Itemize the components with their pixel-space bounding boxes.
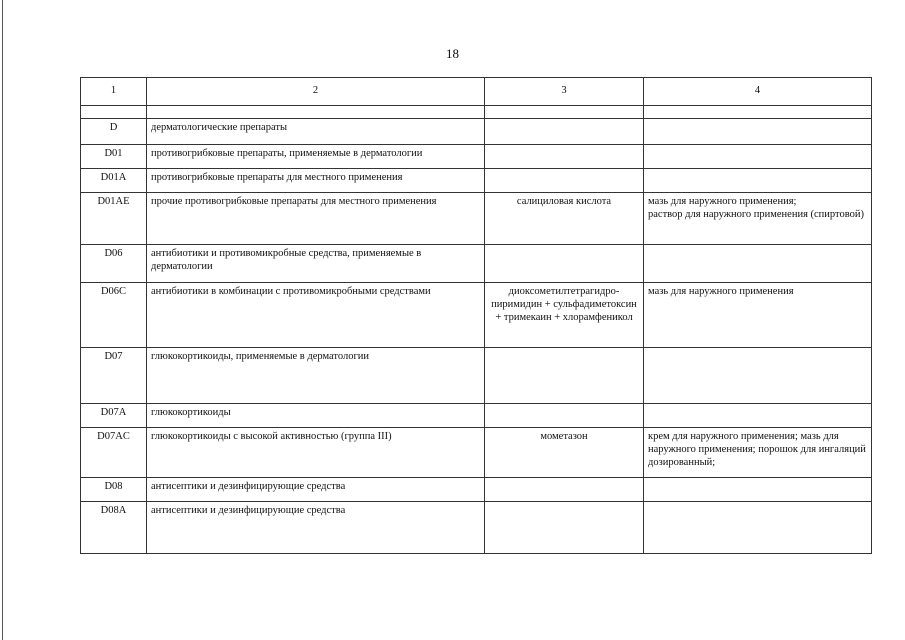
drug-table [80,77,872,554]
substance-name [485,169,644,193]
dosage-form [644,404,872,428]
table-row [81,404,872,428]
dosage-form [644,119,872,145]
atc-code: D06C [81,283,147,348]
table-row [81,348,872,404]
table-row [81,478,872,502]
table-row [81,169,872,193]
substance-name [485,245,644,283]
table-row [81,193,872,245]
column-header: 1 [81,78,147,106]
group-name: прочие противогрибковые препараты для местного применения [147,193,485,245]
table-row [81,145,872,169]
page-edge-line [2,0,3,640]
atc-code: D01 [81,145,147,169]
atc-code: D06 [81,245,147,283]
substance-name [485,145,644,169]
table-row [81,245,872,283]
table-header-row [81,78,872,106]
atc-code: D01A [81,169,147,193]
dosage-form [644,169,872,193]
substance-name [485,478,644,502]
dosage-form [644,478,872,502]
group-name: глюкокортикоиды с высокой активностью (группа III) [147,428,485,478]
table-row [81,119,872,145]
substance-name: мометазон [485,428,644,478]
dosage-form: мазь для наружного применения; раствор для наружного применения (спиртовой) [644,193,872,245]
column-header: 3 [485,78,644,106]
group-name: антисептики и дезинфицирующие средства [147,478,485,502]
dosage-form [644,502,872,554]
group-name: антибиотики в комбинации с противомикробными средствами [147,283,485,348]
atc-code: D [81,119,147,145]
substance-name: диоксометилтетрагидро-пиримидин + сульфадиметоксин + тримекаин + хлорамфеникол [485,283,644,348]
group-name: глюкокортикоиды [147,404,485,428]
column-header: 2 [147,78,485,106]
page-number: 18 [446,46,459,61]
atc-code: D01AE [81,193,147,245]
dosage-form: крем для наружного применения; мазь для наружного применения; порошок для ингаляций дозированный; [644,428,872,478]
atc-code: D07A [81,404,147,428]
dosage-form [644,145,872,169]
group-name: антисептики и дезинфицирующие средства [147,502,485,554]
group-name: антибиотики и противомикробные средства, применяемые в дерматологии [147,245,485,283]
dosage-form: мазь для наружного применения [644,283,872,348]
substance-name [485,119,644,145]
group-name: противогрибковые препараты для местного применения [147,169,485,193]
spacer-row [81,106,872,119]
atc-code: D07 [81,348,147,404]
dosage-form [644,245,872,283]
group-name: дерматологические препараты [147,119,485,145]
substance-name [485,404,644,428]
substance-name [485,348,644,404]
group-name: противогрибковые препараты, применяемые в дерматологии [147,145,485,169]
atc-code: D07AC [81,428,147,478]
substance-name: салициловая кислота [485,193,644,245]
table-row [81,283,872,348]
table-row [81,502,872,554]
column-header: 4 [644,78,872,106]
group-name: глюкокортикоиды, применяемые в дерматологии [147,348,485,404]
table-row [81,428,872,478]
substance-name [485,502,644,554]
atc-code: D08A [81,502,147,554]
dosage-form [644,348,872,404]
atc-code: D08 [81,478,147,502]
